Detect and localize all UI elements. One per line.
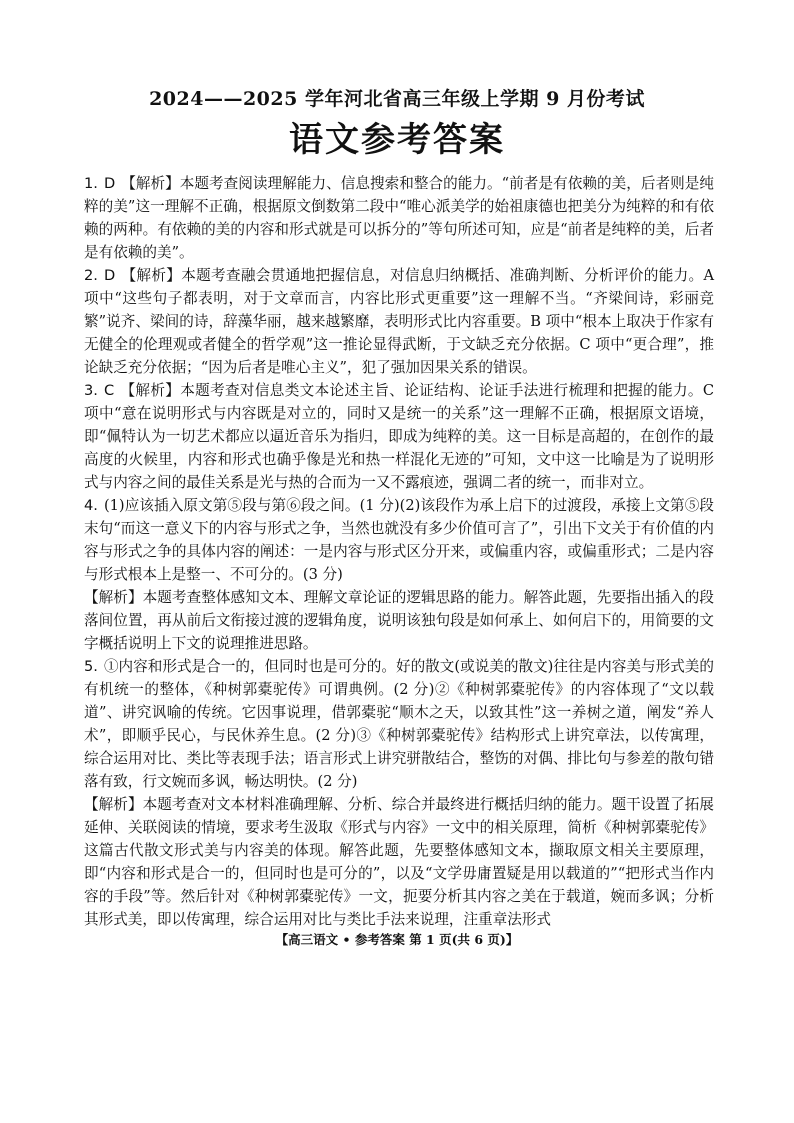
question-number: 5. [84, 658, 98, 675]
question-5-analysis: 【解析】本题考查对文本材料准确理解、分析、综合并最终进行概括归纳的能力。题干设置了拓展延伸、关联阅读的情境，要求考生汲取《形式与内容》一文中的相关原理，简析《种树郭橐驼传》这篇古代散文形式美与内容美的体现。解答此题，先要整体感知文本，撷取原文相关主要原理，即“内容和形式是合一的，但同时也是可分的”，以及“文学毋庸置疑是用以载道的”“把形式当作内容的手段”等。然后针对《种树郭橐驼传》一文，扼要分析其内容之美在于载道，婉而多讽；分析其形式美，即以传寓理，综合运用对比与类比手法来说理，注重章法形式 [84, 796, 714, 928]
page-title: 语文参考答案 [289, 120, 505, 160]
question-2 [84, 264, 714, 379]
question-explanation: 【解析】本题考查融会贯通地把握信息，对信息归纳概括、准确判断、分析评价的能力。A 项中“这些句子都表明，对于文章而言，内容比形式更重要”这一理解不当。“齐梁间诗，彩丽竞繁”说齐、梁间的诗，辞藻华丽，越来越繁靡，表明形式比内容重要。B 项中“根本上取决于作家有无健全的伦理观或者健全的哲学观”这一推论显得武断，于文缺乏充分依据。C 项中“更合理”，推论缺乏充分依据；“因为后者是唯心主义”，犯了强加因果关系的错误。 [84, 267, 714, 376]
question-answer: D [103, 267, 116, 284]
question-3 [84, 379, 714, 494]
question-number: 4. [84, 497, 98, 514]
question-number: 1. [84, 175, 98, 192]
question-explanation: 【解析】本题考查阅读理解能力、信息搜索和整合的能力。“前者是有依赖的美，后者则是纯粹的美”这一理解不正确，根据原文倒数第二段中“唯心派美学的始祖康德也把美分为纯粹的和有依赖的两种。有依赖的美的内容和形式就是可以拆分的”等句所述可知，应是“前者是纯粹的美，后者是有依赖的美”。 [84, 175, 714, 261]
question-answer: C [103, 382, 115, 399]
question-5 [84, 655, 714, 793]
answer-content [84, 172, 714, 931]
question-answer-text: ①内容和形式是合一的，但同时也是可分的。好的散文(或说美的散文)往往是内容美与形式美的有机统一的整体，《种树郭橐驼传》可谓典例。(2 分)②《种树郭橐驼传》的内容体现了“文以载道”、讲究讽喻的传统。它因事说理，借郭橐驼“顺木之天，以致其性”这一养树之道，阐发“养人术”，即顺乎民心，与民休养生息。(2 分)③《种树郭橐驼传》结构形式上讲究章法，以传寓理，综合运用对比、类比等表现手法；语言形式上讲究骈散结合，整饬的对偶、排比句与参差的散句错落有致，行文婉而多讽，畅达明快。(2 分) [84, 658, 714, 790]
question-4 [84, 494, 714, 586]
question-answer: D [103, 175, 116, 192]
question-answer-text: (1)应该插入原文第⑤段与第⑥段之间。(1 分)(2)该段作为承上启下的过渡段，承接上文第⑤段末句“而这一意义下的内容与形式之争，当然也就没有多少价值可言了”，引出下文关于有价值的内容与形式之争的具体内容的阐述：一是内容与形式区分开来，或偏重内容，或偏重形式；二是内容与形式根本上是整一、不可分的。(3 分) [84, 497, 714, 583]
question-4-analysis: 【解析】本题考查整体感知文本、理解文章论证的逻辑思路的能力。解答此题，先要指出插入的段落间位置，再从前后文衔接过渡的逻辑角度，说明该独句段是如何承上、如何启下的，用简要的文字概括说明上下文的说理推进思路。 [84, 589, 714, 652]
exam-subtitle: 2024——2025 学年河北省高三年级上学期 9 月份考试 [149, 88, 645, 110]
question-number: 3. [84, 382, 98, 399]
question-1 [84, 172, 714, 264]
question-number: 2. [84, 267, 98, 284]
page-footer: 【高三语文 • 参考答案 第 1 页(共 6 页)】 [275, 932, 519, 947]
question-explanation: 【解析】本题考查对信息类文本论述主旨、论证结构、论证手法进行梳理和把握的能力。C 项中“意在说明形式与内容既是对立的，同时又是统一的关系”这一理解不正确，根据原文语境，即“佩特认为一切艺术都应以逼近音乐为指归，即成为纯粹的美。这一目标是高超的，在创作的最高度的火候里，内容和形式也确乎像是光和热一样混化无迹的”可知，文中这一比喻是为了说明形式与内容之间的最佳关系是光与热的合而为一又不露痕迹，强调二者的统一，而非对立。 [84, 382, 714, 491]
